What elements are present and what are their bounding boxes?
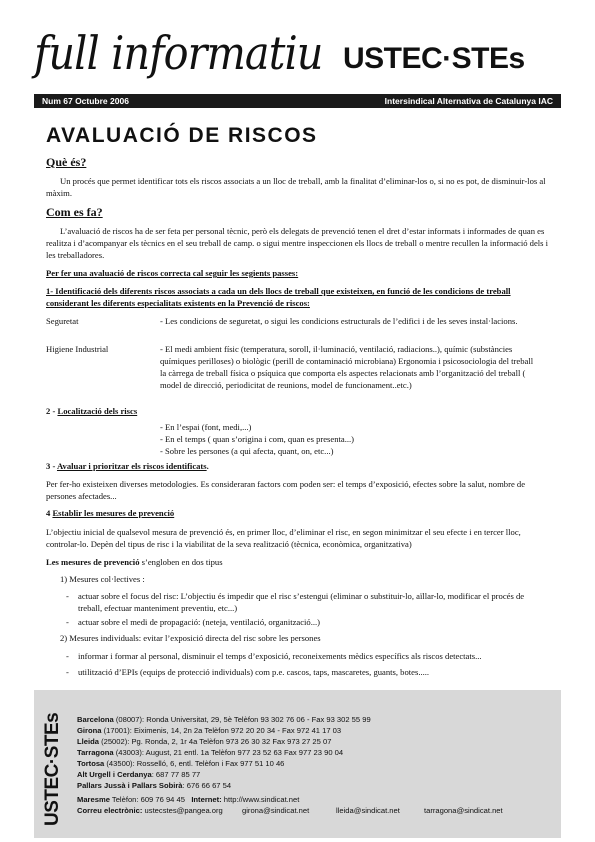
- step2-heading: Localització dels riscs: [57, 406, 138, 416]
- mesures-rest: s’engloben en dos tipus: [139, 557, 223, 567]
- step4-heading: Establir les mesures de prevenció: [52, 508, 175, 518]
- newsletter-title: full informatiu: [34, 26, 323, 80]
- m2-item-epis: utilització d’EPIs (equips de protecció individuals) com p.e. cascos, taps, mascaretes, guants, botes.....: [78, 667, 430, 677]
- footer-line-tortosa: [77, 758, 284, 769]
- footer-city: Maresme: [77, 795, 110, 804]
- section-heading-com-es-fa: Com es fa?: [46, 205, 103, 219]
- mesures-collectives: 1) Mesures col·lectives :: [60, 574, 145, 584]
- footer-line-barcelona: [77, 714, 371, 725]
- step3-num: 3 -: [46, 461, 57, 471]
- footer-address: (25002): Pg. Ronda, 2, 1r 4a Telèfon 973 26 30 32 Fax 973 27 25 07: [98, 737, 332, 746]
- footer-address: (17001): Eiximenis, 14, 2n 2a Telèfon 972 20 20 34 - Fax 972 41 17 03: [101, 726, 342, 735]
- footer-line-pallars: [77, 780, 231, 791]
- footer-city: Lleida: [77, 737, 99, 746]
- email-link[interactable]: ustecstes@pangea.org: [144, 806, 223, 815]
- brand-logo: USTEC·STEs: [343, 42, 525, 75]
- section-text-com-es-fa: L’avaluació de riscos ha de ser feta per personal tècnic, però els delegats de prevenció tenen el dret d’estar informats i informades de quan es realitza i d’acompanyar els tècnics en el seu treball de camp. o sigui mentre inspeccionen els llocs de treball o mentre recullen la informació dels i les treballadores.: [46, 226, 549, 260]
- footer-line-tarragona: [77, 747, 343, 758]
- footer-city: Pallars Jussà i Pallars Sobirà: [77, 781, 183, 790]
- footer-address: : 687 77 85 77: [151, 770, 201, 779]
- step2-item-espai: - En l’espai (font, medi,...): [160, 422, 252, 432]
- footer-logo-text: USTEC·STEs: [42, 712, 63, 826]
- footer-line-maresme: [77, 794, 299, 805]
- footer-line-email: [77, 805, 557, 816]
- m1-item-focus: actuar sobre el focus del risc: L’objectiu és impedir que el risc s’estengui (eliminar o substituir-lo, aïllar-lo, modificar el procés de treball, efectuar manteniment preventiu, etc...): [78, 591, 525, 613]
- footer-line-alt-urgell: [77, 769, 200, 780]
- footer-city: Barcelona: [77, 715, 114, 724]
- row-label-seguretat: Seguretat: [46, 316, 79, 326]
- bullet-dash: -: [66, 667, 69, 677]
- step4-num: 4: [46, 508, 53, 518]
- m2-item-informar: informar i formar al personal, disminuir el temps d’exposició, reconeixements mèdics específics als riscos detectats...: [78, 651, 482, 661]
- email-link[interactable]: lleida@sindicat.net: [336, 806, 400, 815]
- footer-line-girona: [77, 725, 341, 736]
- footer-address: (08007): Ronda Universitat, 29, 5è Telèfon 93 302 76 06 - Fax 93 302 55 99: [113, 715, 371, 724]
- footer-line-lleida: [77, 736, 331, 747]
- step3-heading: Avaluar i prioritzar els riscos identificats: [56, 461, 207, 471]
- mesures-bold: Les mesures de prevenció: [46, 557, 140, 567]
- section-text-que-es: Un procés que permet identificar tots els riscos associats a un lloc de treball, amb la finalitat d’eliminar-los o, si no es pot, de disminuir-los al màxim.: [46, 176, 546, 198]
- section-heading-que-es: Què és?: [46, 155, 87, 169]
- step2-num: 2 -: [46, 406, 58, 416]
- footer-website-link[interactable]: http://www.sindicat.net: [221, 795, 300, 804]
- footer-city: Tarragona: [77, 748, 114, 757]
- step2-heading-line: [46, 405, 551, 417]
- footer-email-label: Correu electrònic:: [77, 806, 143, 815]
- step3-tail: .: [206, 461, 209, 471]
- bullet-dash: -: [66, 591, 69, 601]
- footer-internet-label: Internet:: [191, 795, 222, 804]
- bullet-dash: -: [66, 651, 69, 661]
- step4-heading-line: [46, 507, 551, 519]
- row-text-seguretat: - Les condicions de seguretat, o sigui les condicions estructurals de l’edifici i de les seves instal·lacions.: [160, 316, 518, 326]
- row-label-higiene: Higiene Industrial: [46, 344, 109, 354]
- footer-city: Alt Urgell i Cerdanya: [77, 770, 152, 779]
- footer-city: Tortosa: [77, 759, 105, 768]
- mesures-intro: [46, 556, 551, 568]
- email-link[interactable]: girona@sindicat.net: [242, 806, 310, 815]
- step4-text: L’objectiu inicial de qualsevol mesura de prevenció és, en primer lloc, d’eliminar el risc, en segon minimitzar el seu efecte i en tercer lloc, controlar-lo. Depèn del tipus de risc i la viabilitat de la seva realització (tècnica, econòmica, organitzativa): [46, 527, 521, 549]
- step1-heading: 1- Identificació dels diferents riscos associats a cada un dels llocs de treball que existeixen, en funció de les condicions de treball considerant les diferents especialitats existents en la Prevenció de riscos:: [46, 286, 511, 308]
- issue-label: Num 67 Octubre 2006: [42, 96, 129, 106]
- step3-text: Per fer-ho existeixen diverses metodologies. Es consideraran factors com poden ser: el temps d’exposició, efectes sobre la salut, nombre de persones afectades...: [46, 479, 526, 501]
- footer-address: (43003): August, 21 entl. 1a Telèfon 977 23 52 63 Fax 977 23 90 04: [113, 748, 344, 757]
- bullet-dash: -: [66, 617, 69, 627]
- row-text-higiene: - El medi ambient físic (temperatura, soroll, il·luminació, ventilació, radiacions..), químic (substàncies químiques perilloses) o biològic (perill de contaminació microbiana) Ergonomia i psicosociologia del treball la càrrega de treball física o psíquica que comporta els aspectes relacionats amb l’organització del treball ( model de direcció, periodicitat de reunions, model de funcionament..etc.): [160, 344, 534, 390]
- org-label: Intersindical Alternativa de Catalunya IAC: [384, 96, 553, 106]
- footer-address: : 676 66 67 54: [182, 781, 232, 790]
- step2-item-temps: - En el temps ( quan s’origina i com, quan es presenta...): [160, 434, 355, 444]
- header-bar: [34, 94, 561, 108]
- step2-item-persones: - Sobre les persones (a qui afecta, quant, on, etc...): [160, 446, 334, 456]
- footer-logo: [38, 712, 68, 830]
- steps-intro: Per fer una avaluació de riscos correcta cal seguir les segients passes:: [46, 268, 299, 278]
- mesures-individuals: 2) Mesures individuals: evitar l’exposició directa del risc sobre les persones: [60, 633, 321, 643]
- email-link[interactable]: tarragona@sindicat.net: [424, 806, 503, 815]
- footer-address: (43500): Rosselló, 6, entl. Telèfon i Fax 977 51 10 46: [104, 759, 285, 768]
- footer-city: Girona: [77, 726, 102, 735]
- step3-heading-line: [46, 460, 551, 472]
- page-title: AVALUACIÓ DE RISCOS: [46, 124, 318, 147]
- footer-phone: Telèfon: 609 76 94 45: [109, 795, 185, 804]
- m1-item-medi: actuar sobre el medi de propagació: (neteja, ventilació, organització...): [78, 617, 321, 627]
